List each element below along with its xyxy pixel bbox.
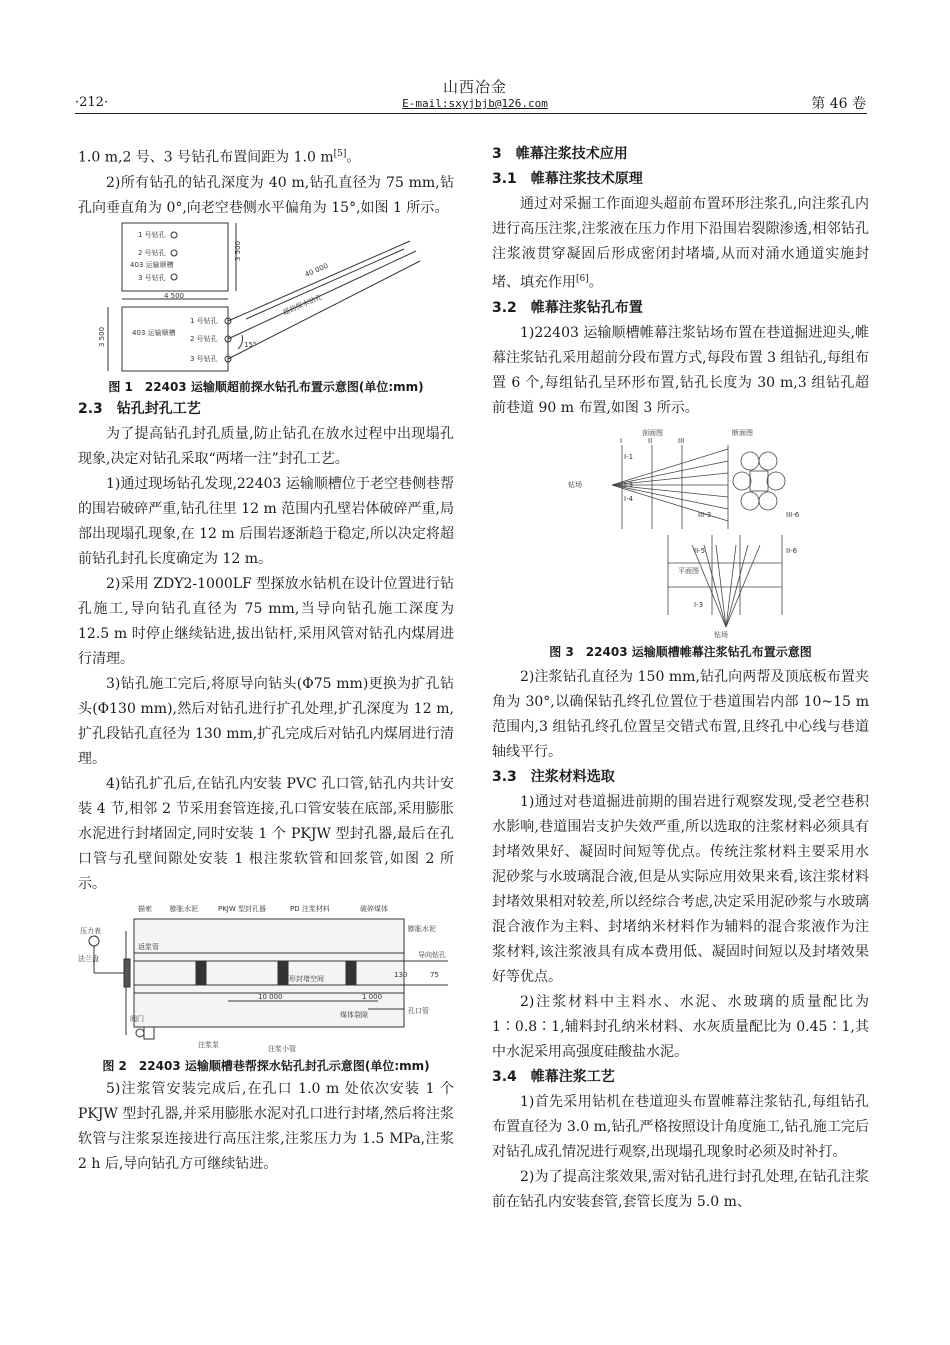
fig3-hole: I-3: [694, 600, 704, 609]
section-heading-3-2: 3.2 帷幕注浆钻孔布置: [492, 299, 643, 316]
fig2-dim: 1 000: [362, 992, 383, 1001]
section-heading-3: 3 帷幕注浆技术应用: [492, 146, 628, 162]
paragraph: 2)注浆材料中主料水、水泥、水玻璃的质量配比为 1∶0.8∶1,辅料封孔纳米材料、水灰质量配比为 0.45∶1,其中水泥采用高强度硅酸盐水泥。: [492, 993, 869, 1060]
fig2-label: 膨胀水泥: [408, 924, 436, 933]
fig3-hole: II-6: [786, 546, 798, 555]
fig3-label: 剖面图: [642, 428, 663, 437]
paragraph: 为了提高钻孔封孔质量,防止钻孔在放水过程中出现塌孔现象,决定对钻孔采取“两堵一注”封孔工艺。: [78, 425, 454, 467]
left-column: [78, 142, 454, 1177]
paragraph: 2)采用 ZDY2-1000LF 型探放水钻机在设计位置进行钻孔施工,导向钻孔直径为 75 mm,当导向钻孔施工深度为 12.5 m 时停止继续钻进,拔出钻杆,采用风管对钻孔内煤屑进行清理。: [78, 575, 454, 667]
figure-3: [492, 425, 869, 665]
volume-label: 第 46 卷: [811, 96, 866, 112]
fig2-label: 注浆泵: [198, 1040, 219, 1049]
fig1-dim: 3 500: [234, 240, 242, 261]
fig2-label: 法兰盘: [78, 954, 99, 963]
fig1-label: 2 号钻孔: [190, 334, 218, 343]
paragraph: 3)钻孔施工完后,将原导向钻头(Φ75 mm)更换为扩孔钻头(Φ130 mm),然后对钻孔进行扩孔处理,扩孔深度为 12 m,扩孔段钻孔直径为 130 mm,扩孔完成后对钻孔内煤屑进行清理。: [78, 675, 454, 767]
fig1-label: 2 号钻孔: [138, 248, 166, 257]
fig2-dim: 130: [394, 970, 408, 979]
fig1-probe-label: 超前探水钻孔: [281, 292, 324, 317]
fig1-dim: 4 500: [164, 291, 185, 300]
figure-2: [78, 901, 454, 1077]
journal-name: 山西冶金: [442, 78, 507, 96]
paragraph: 通过对采掘工作面迎头超前布置环形注浆孔,向注浆孔内进行高压注浆,注浆液在压力作用下沿围岩裂隙渗透,相邻钻孔注浆液贯穿凝固后形成密闭封堵墙,从而对涌水通道实施封堵、填充作用[6]。: [492, 196, 869, 291]
fig2-label: 环形封堵空间: [282, 974, 324, 983]
citation[interactable]: [5]: [333, 149, 347, 159]
fig2-label: PKJW 型封孔器: [218, 904, 267, 913]
figure-1: [78, 221, 454, 397]
citation[interactable]: [6]: [576, 274, 589, 284]
fig1-length: 40 000: [303, 261, 330, 279]
header-rule: [75, 113, 867, 114]
figure-1-caption: 图 1 22403 运输顺超前探水钻孔布置示意图(单位:mm): [108, 379, 424, 394]
fig1-label: 3 号钻孔: [190, 354, 218, 363]
fig2-label: 压力表: [80, 926, 101, 935]
section-heading-3-4: 3.4 帷幕注浆工艺: [492, 1068, 615, 1085]
paragraph: 2)所有钻孔的钻孔深度为 40 m,钻孔直径为 75 mm,钻孔向垂直角为 0°,向老空巷侧水平偏角为 15°,如图 1 所示。: [78, 174, 454, 216]
paragraph: 1)通过现场钻孔发现,22403 运输顺槽位于老空巷侧巷帮的围岩破碎严重,钻孔往里 12 m 范围内孔壁岩体破碎严重,局部出现塌孔现象,在 12 m 后围岩逐渐趋于稳定,所以决定将超前钻孔封孔长度确定为 12 m。: [78, 475, 454, 567]
paragraph: 5)注浆管安装完成后,在孔口 1.0 m 处依次安装 1 个 PKJW 型封孔器,并采用膨胀水泥对孔口进行封堵,然后将注浆软管与注浆泵连接进行高压注浆,注浆压力为 1.5 MPa,注浆 2 h 后,导向钻孔方可继续钻进。: [78, 1080, 454, 1172]
fig3-group: I: [620, 436, 623, 445]
figure-2-diagram: [78, 901, 454, 1055]
section-heading-3-3: 3.3 注浆材料选取: [492, 768, 615, 785]
fig2-label: 煤体裂隙: [340, 1010, 368, 1019]
fig1-angle: 15°: [244, 340, 257, 349]
fig3-label: 断面图: [732, 428, 753, 437]
fig1-label: 403 运输顺槽: [132, 328, 176, 337]
fig2-dim: 10 000: [258, 992, 283, 1001]
fig2-label: 导向钻孔: [418, 950, 446, 959]
fig2-dim: 75: [430, 970, 439, 979]
section-heading-3-1: 3.1 帷幕注浆技术原理: [492, 171, 643, 187]
paragraph: 2)注浆钻孔直径为 150 mm,钻孔向两帮及顶底板布置夹角为 30°,以确保钻孔终孔位置位于巷道围岩内部 10~15 m 范围内,3 组钻孔终孔位置呈交错式布置,且终孔中心线与巷道轴线平行。: [492, 668, 869, 760]
paragraph: 4)钻孔扩孔后,在钻孔内安装 PVC 孔口管,钻孔内共计安装 4 节,相邻 2 节采用套管连接,孔口管安装在底部,采用膨胀水泥进行封堵固定,同时安装 1 个 PKJW 型封孔器,最后在孔口管与孔壁间隙处安装 1 根注浆软管和回浆管,如图 2 所示。: [78, 775, 454, 892]
figure-2-caption: 图 2 22403 运输顺槽巷帮探水钻孔封孔示意图(单位:mm): [102, 1058, 430, 1073]
figure-3-diagram: [492, 425, 869, 641]
running-header: [0, 76, 950, 110]
fig3-hole: III-6: [786, 510, 800, 519]
fig3-group: III: [678, 436, 685, 445]
fig1-label: 403 运输顺槽: [130, 260, 174, 269]
fig1-label: 1 号钻孔: [190, 316, 218, 325]
page-number: ·212·: [75, 95, 109, 110]
fig2-label: 返浆管: [138, 942, 159, 951]
fig3-label: 钻场: [568, 480, 582, 489]
fig1-label: 1 号钻孔: [138, 230, 166, 239]
fig1-dim: 3 500: [98, 326, 106, 347]
fig2-label: 膨胀水泥: [170, 904, 198, 913]
paragraph: 1.0 m,2 号、3 号钻孔布置间距为 1.0 m[5]。: [78, 149, 361, 166]
fig3-label: 钻场: [714, 630, 728, 639]
paragraph: 1)通过对巷道掘进前期的围岩进行观察发现,受老空巷积水影响,巷道围岩支护失效严重,所以选取的注浆材料必须具有封堵效果好、凝固时间短等优点。传统注浆材料主要采用水泥砂浆与水玻璃混合液,但是从实际应用效果来看,该注浆材料封堵效果相对较差,所以经综合考虑,决定采用泥砂浆与水玻璃混合液作为主料、封堵纳米材料作为辅料的混合浆液作为注浆材料,该注浆液具有成本费用低、凝固时间短以及封堵效果好等优点。: [492, 793, 869, 985]
fig2-label: 描索: [138, 904, 152, 913]
paragraph: 1)首先采用钻机在巷道迎头布置帷幕注浆钻孔,每组钻孔布置直径为 3.0 m,钻孔严格按照设计角度施工,钻孔施工完后对钻孔成孔情况进行观察,出现塌孔现象时必须及时补打。: [492, 1093, 869, 1160]
fig2-label: PD 注浆材料: [290, 904, 330, 913]
paragraph: 1)22403 运输顺槽帷幕注浆钻场布置在巷道掘进迎头,帷幕注浆钻孔采用超前分段布置方式,每段布置 3 组钻孔,每组布置 6 个,每组钻孔呈环形布置,钻孔长度为 30 m,3 组钻孔超前巷道 90 m 布置,如图 3 所示。: [492, 324, 869, 416]
fig3-hole: III-3: [698, 510, 712, 519]
fig3-label: 平面图: [678, 566, 699, 575]
fig2-label: 孔口管: [408, 1006, 429, 1015]
journal-email[interactable]: E-mail:sxyjbjb@126.com: [402, 97, 548, 110]
figure-1-diagram: [78, 221, 454, 379]
section-heading-2-3: 2.3 钻孔封孔工艺: [78, 400, 201, 417]
fig2-label: 阀门: [130, 1014, 144, 1023]
fig3-hole: I-3: [624, 480, 634, 489]
fig3-group: II: [648, 436, 653, 445]
figure-3-caption: 图 3 22403 运输顺槽帷幕注浆钻孔布置示意图: [549, 644, 812, 659]
fig3-hole: I-1: [624, 452, 634, 461]
fig2-label: 注浆小管: [268, 1044, 296, 1053]
fig1-label: 3 号钻孔: [138, 273, 166, 282]
fig2-label: 破碎煤体: [360, 904, 388, 913]
right-column: [492, 142, 869, 1215]
paragraph: 2)为了提高注浆效果,需对钻孔进行封孔处理,在钻孔注浆前在钻孔内安装套管,套管长度为 5.0 m、: [492, 1168, 869, 1210]
fig3-hole: I-4: [624, 494, 634, 503]
fig3-hole: II-5: [694, 546, 706, 555]
